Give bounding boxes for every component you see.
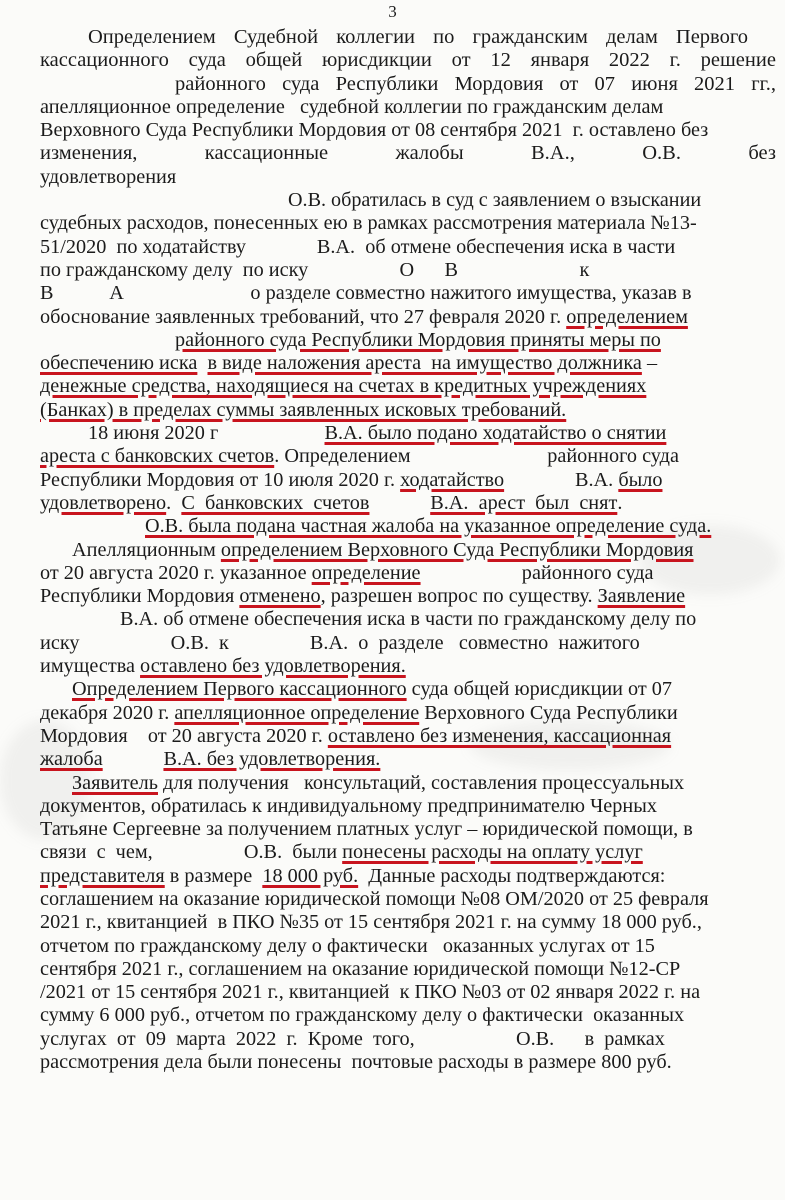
underlined-phrase: представителя (40, 864, 165, 887)
text-segment: имущества (40, 655, 141, 678)
underlined-phrase: Заявление (597, 585, 686, 608)
text-segment: изменения, (40, 142, 138, 165)
text-line (40, 888, 776, 911)
underlined-phrase: оставлено без изменения, кассационная (327, 724, 672, 747)
text-segment: кассационные (204, 142, 329, 165)
text-segment: О.В. обратилась в суд с заявлением о взыскании (288, 189, 702, 212)
underlined-phrase: денежные средства, находящиеся на счетах в кредитных учреждениях (40, 375, 647, 398)
text-line (40, 818, 776, 841)
text-segment: районного (175, 72, 266, 95)
text-segment: гг., (751, 72, 776, 95)
underlined-phrase: апелляционное определение (174, 701, 420, 724)
underlined-phrase: С банковских счетов (181, 491, 370, 514)
text-segment: общей (245, 49, 303, 72)
text-segment: В.А. (504, 468, 619, 491)
text-segment: суда общей юрисдикции от 07 (406, 678, 673, 701)
text-segment: января (530, 49, 590, 72)
text-segment: юрисдикции (321, 49, 432, 72)
text-segment: июня (631, 72, 678, 95)
text-line (145, 515, 776, 538)
underlined-phrase: 18 000 руб. (262, 864, 359, 887)
underlined-phrase: было (618, 468, 663, 491)
text-segment: апелляционное определение судебной коллегии по гражданским делам (40, 95, 664, 118)
text-line (40, 119, 776, 142)
text-line (175, 329, 776, 352)
text-line (40, 1028, 776, 1051)
text-line (40, 562, 776, 585)
text-segment: Республики Мордовия (40, 585, 240, 608)
text-line (40, 142, 776, 165)
text-segment: О.В. (642, 142, 681, 165)
text-line (40, 306, 776, 329)
text-line (40, 935, 776, 958)
text-segment: удовлетворения (40, 165, 177, 188)
text-segment: без (748, 142, 776, 165)
text-segment: Мордовия от 20 августа 2020 г. (40, 724, 328, 747)
text-line (40, 1051, 776, 1074)
text-segment: 2022 (608, 49, 650, 72)
text-line (40, 702, 776, 725)
underlined-phrase: Заявитель (72, 771, 158, 794)
underlined-phrase: районного суда Республики Мордовия приняты меры по (175, 328, 661, 351)
text-line (72, 539, 776, 562)
text-line (40, 655, 776, 678)
underlined-phrase: (Банках) в пределах суммы заявленных исковых требований. (40, 398, 567, 421)
text-segment: решение (700, 49, 776, 72)
text-segment: связи с чем, О.В. были (40, 841, 343, 864)
underlined-phrase: определением (566, 305, 688, 328)
underlined-phrase: В.А. было подано ходатайство о снятии (324, 422, 667, 445)
text-line (88, 26, 748, 49)
text-line (40, 795, 776, 818)
page-number: 3 (388, 2, 397, 21)
underlined-phrase: В.А. без удовлетворения. (163, 748, 381, 771)
text-segment: сумму 6 000 руб., отчетом по гражданскому делу о фактически оказанных (40, 1004, 685, 1027)
text-segment: 12 (490, 49, 511, 72)
text-line (40, 212, 776, 235)
text-segment: Определением (88, 26, 216, 48)
text-segment: кассационного (40, 49, 169, 72)
text-line (40, 282, 776, 305)
underlined-phrase: оставлено без удовлетворения. (140, 655, 406, 678)
text-line (40, 632, 776, 655)
text-segment: Верховного Суда Республики (419, 701, 678, 724)
text-line (72, 772, 776, 795)
underlined-phrase: ареста с банковских счетов (40, 445, 275, 468)
text-line (40, 958, 776, 981)
text-segment: документов, обратилась к индивидуальному предпринимателю Черных (40, 794, 657, 817)
text-segment: от (451, 49, 471, 72)
text-segment: Мордовия (454, 72, 544, 95)
text-segment: в размере (164, 864, 263, 887)
text-line (40, 236, 776, 259)
text-segment: – (641, 352, 658, 375)
text-line (40, 469, 776, 492)
text-segment: Республики Мордовия от 10 июля 2020 г. (40, 468, 401, 491)
text-line (40, 166, 776, 189)
text-line (120, 608, 776, 631)
text-line (40, 865, 776, 888)
underlined-phrase: В.А. арест был снят (430, 491, 618, 514)
text-line (175, 73, 776, 96)
text-segment: коллегии (336, 26, 416, 48)
underlined-phrase: обеспечению иска (40, 352, 198, 375)
text-segment: Татьяне Сергеевне за получением платных услуг – юридической помощи, в (40, 818, 693, 841)
text-segment: услугах от 09 марта 2022 г. Кроме того, О.В. в рамках (40, 1027, 665, 1050)
underlined-phrase: отменено (239, 585, 321, 608)
text-segment: отчетом по гражданскому делу о фактически оказанных услугах от 15 (40, 934, 655, 957)
text-segment: от 20 августа 2020 г. указанное (40, 561, 312, 584)
text-segment: 51/2020 по ходатайству В.А. об отмене обеспечения иска в части (40, 235, 676, 258)
text-segment: . (166, 491, 182, 514)
text-line (288, 189, 776, 212)
text-segment: В.А. об отмене обеспечения иска в части по гражданскому делу по (120, 608, 697, 631)
text-segment (369, 492, 430, 515)
text-segment: 2021 (694, 72, 736, 95)
text-segment: г. (669, 49, 681, 72)
underlined-phrase: понесены расходы на оплату услуг (342, 841, 643, 864)
text-segment: В А о разделе совместно нажитого имущества, указав в (40, 282, 692, 305)
text-line (40, 399, 776, 422)
text-segment (103, 748, 164, 771)
text-line (40, 1004, 776, 1027)
text-segment: районного суда (420, 561, 654, 584)
text-line (40, 841, 776, 864)
text-segment: В.А., (531, 142, 575, 165)
text-line (40, 375, 776, 398)
underlined-phrase: в виде наложения ареста на имущество должника (207, 352, 642, 375)
text-segment: Республики (335, 72, 439, 95)
text-line (40, 352, 776, 375)
text-line (40, 445, 776, 468)
text-line (40, 725, 776, 748)
text-line (40, 981, 776, 1004)
text-segment: Судебной (233, 26, 319, 48)
text-segment: Данные расходы подтверждаются: (358, 864, 666, 887)
text-line (40, 96, 776, 119)
text-segment: жалобы (395, 142, 464, 165)
text-line (40, 259, 776, 282)
text-line (40, 49, 776, 72)
underlined-phrase: определением Верховного Суда Республики Мордовия (220, 538, 694, 561)
text-segment: сентября 2021 г., соглашением на оказание юридической помощи №12-СР (40, 957, 681, 980)
text-segment: судебных расходов, понесенных ею в рамках рассмотрения материала №13- (40, 212, 697, 235)
text-segment: обоснование заявленных требований, что 27 февраля 2020 г. (40, 305, 567, 328)
text-segment: Первого (675, 26, 748, 48)
text-line (40, 492, 776, 515)
text-segment: по (433, 26, 455, 48)
text-segment: суда (282, 72, 320, 95)
text-segment: соглашением на оказание юридической помощи №08 ОМ/2020 от 25 февраля (40, 887, 709, 910)
text-segment: гражданским (472, 26, 588, 48)
text-line (88, 422, 776, 445)
text-segment: Апелляционным (72, 538, 221, 561)
text-segment: рассмотрения дела были понесены почтовые расходы в размере 800 руб. (40, 1051, 672, 1074)
text-segment: декабря 2020 г. (40, 701, 175, 724)
text-segment: суда (188, 49, 226, 72)
text-segment: . Определением районного суда (274, 445, 679, 468)
text-segment: 2021 г., квитанцией в ПКО №35 от 15 сентября 2021 г. на сумму 18 000 руб., (40, 911, 702, 934)
text-line (40, 585, 776, 608)
underlined-phrase: жалоба (40, 748, 103, 771)
text-segment: по гражданскому делу по иску О В к (40, 258, 590, 281)
text-segment: Верховного Суда Республики Мордовия от 08 сентября 2021 г. оставлено без (40, 119, 709, 142)
text-segment: 18 июня 2020 г (88, 422, 325, 445)
underlined-phrase: удовлетворено (40, 491, 167, 514)
text-segment: 07 (594, 72, 616, 95)
text-segment: . (617, 491, 623, 514)
text-segment: /2021 от 15 сентября 2021 г., квитанцией к ПКО №03 от 02 января 2022 г. на (40, 981, 701, 1004)
document-body (0, 26, 785, 1074)
underlined-phrase: ходатайство (400, 468, 505, 491)
text-line (72, 678, 776, 701)
text-segment: , разрешен вопрос по существу. (320, 585, 598, 608)
text-line (40, 748, 776, 771)
text-segment: делам (605, 26, 658, 48)
text-segment: иску О.В. к В.А. о разделе совместно нажитого (40, 631, 640, 654)
text-segment (197, 352, 207, 375)
text-line (40, 911, 776, 934)
underlined-phrase: О.В. была подана частная жалоба на указанное определение суда. (145, 515, 712, 538)
underlined-phrase: Определением Первого кассационного (72, 678, 407, 701)
text-segment: от (559, 72, 579, 95)
text-segment: для получения консультаций, составления процессуальных (157, 771, 685, 794)
underlined-phrase: определение (311, 561, 421, 584)
